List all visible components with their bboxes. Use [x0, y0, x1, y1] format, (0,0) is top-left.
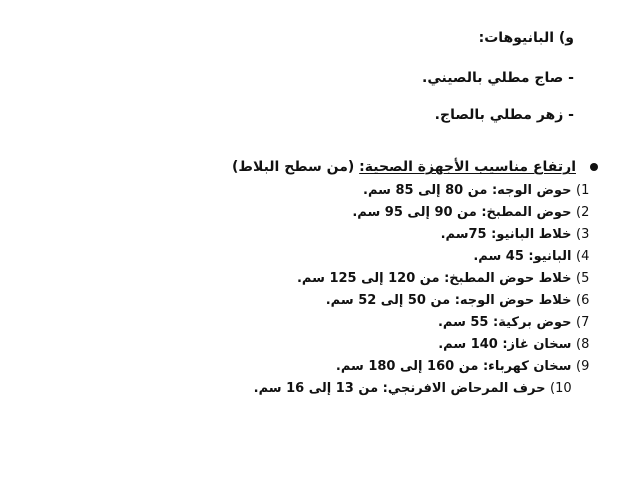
- list-item: [178, 356, 598, 378]
- item-text: سخان غاز: 140 سم.: [438, 337, 572, 352]
- item-text: خلاط حوض الوجه: من 50 إلى 52 سم.: [325, 293, 572, 308]
- list-item: [178, 378, 598, 400]
- item-text: خلاط البانيو: 75سم.: [440, 227, 572, 242]
- item-text: حوض بركية: 55 سم.: [437, 315, 572, 330]
- list-item: [178, 334, 598, 356]
- list-item: [178, 180, 598, 202]
- item-number: (6: [576, 293, 590, 308]
- item-number: (7: [576, 315, 590, 330]
- item-text: حوض المطبخ: من 90 إلى 95 سم.: [352, 205, 572, 220]
- bathtub-type-1: - صاج مطلي بالصيني.: [422, 70, 574, 86]
- list-item: [178, 246, 598, 268]
- item-text: حرف المرحاض الافرنجي: من 13 إلى 16 سم.: [253, 381, 546, 396]
- section-title: [232, 159, 598, 175]
- item-text: حوض الوجه: من 80 إلى 85 سم.: [363, 183, 572, 198]
- item-number: (4: [576, 249, 590, 264]
- item-text: البانيو: 45 سم.: [473, 249, 572, 264]
- list-item: [178, 290, 598, 312]
- item-number: (2: [576, 205, 590, 220]
- bullet-icon: [590, 163, 598, 171]
- item-number: (9: [576, 359, 590, 374]
- section-note: (من سطح البلاط): [232, 159, 355, 175]
- bathtub-type-2: - زهر مطلي بالصاج.: [434, 107, 574, 123]
- bathtubs-heading: و) البانيوهات:: [478, 30, 574, 46]
- item-number: (3: [576, 227, 590, 242]
- item-text: خلاط حوض المطبخ: من 120 إلى 125 سم.: [296, 271, 572, 286]
- fixture-heights-list: [178, 180, 598, 400]
- list-item: [178, 202, 598, 224]
- list-item: [178, 312, 598, 334]
- item-number: (10: [550, 381, 572, 396]
- item-text: سخان كهرباء: من 160 إلى 180 سم.: [335, 359, 572, 374]
- item-number: (5: [576, 271, 590, 286]
- list-item: [178, 268, 598, 290]
- section-title-text: ارتفاع مناسيب الأجهزة الصحية:: [359, 159, 576, 175]
- list-item: [178, 224, 598, 246]
- item-number: (8: [576, 337, 590, 352]
- item-number: (1: [576, 183, 590, 198]
